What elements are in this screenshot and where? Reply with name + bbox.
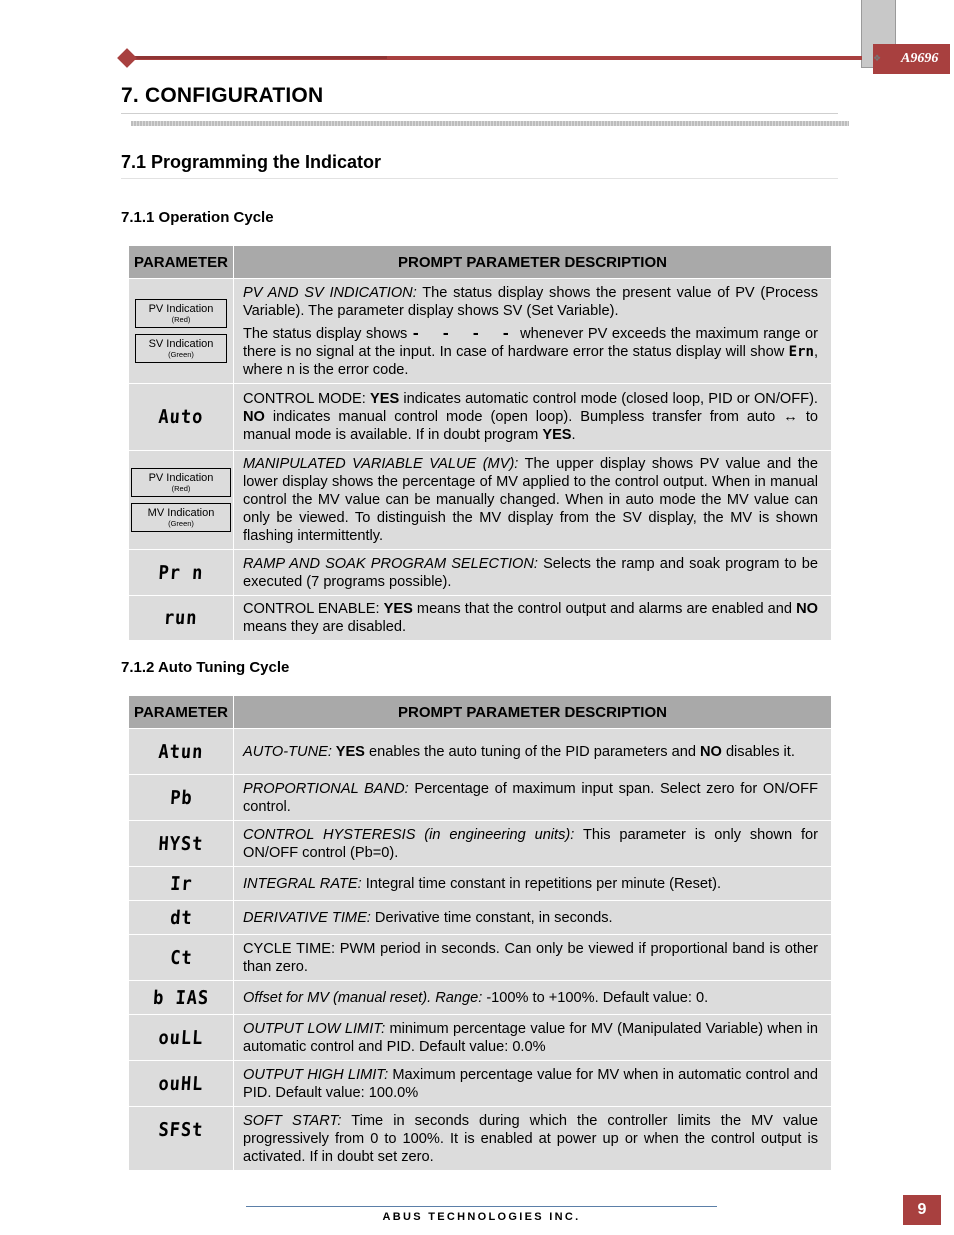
- desc-title: Offset for MV (manual reset). Range:: [243, 989, 483, 1006]
- operation-cycle-title: 7.1.1 Operation Cycle: [121, 209, 274, 226]
- description-cell: [234, 596, 832, 641]
- desc-text: CYCLE TIME: PWM period in seconds. Can only be viewed if proportional band is other than zero.: [243, 940, 818, 975]
- table-row: [129, 867, 832, 901]
- description-cell: [234, 1107, 832, 1171]
- desc-bold: NO: [243, 409, 265, 425]
- desc-title: PROPORTIONAL BAND:: [243, 780, 409, 797]
- pv-indicator-label: PV Indication: [148, 303, 214, 315]
- desc-text: This parameter is only shown for ON/OFF control (Pb=0).: [243, 826, 818, 861]
- desc-text: Time in seconds during which the controller limits the MV value progressively from 0 to 100%. It is enabled at power up or when the control output is activated. If in doubt set zero.: [243, 1112, 818, 1165]
- desc-bold: YES: [370, 391, 400, 407]
- prompt-display: run: [163, 607, 199, 629]
- description-cell: [234, 451, 832, 550]
- table-row: [129, 279, 832, 384]
- desc-text: Maximum percentage value for MV when in automatic control and PID. Default value: 100.0%: [243, 1066, 819, 1101]
- header-parameter: PARAMETER: [129, 246, 234, 279]
- desc-text: enables the auto tuning of the PID parameters and: [364, 743, 700, 760]
- mv-indicator-label: MV Indication: [147, 507, 215, 519]
- sv-indicator-box: [135, 334, 227, 363]
- pv-indicator-color: (Red): [171, 315, 191, 324]
- description-cell: [234, 729, 832, 775]
- desc-bold: NO: [700, 743, 722, 760]
- header-diamond-ornament: [117, 48, 137, 68]
- table-row: [129, 981, 832, 1015]
- desc-title: OUTPUT LOW LIMIT:: [243, 1020, 386, 1037]
- header-description: PROMPT PARAMETER DESCRIPTION: [234, 696, 832, 729]
- error-code-display: Ern: [788, 343, 814, 360]
- param-cell: [129, 550, 234, 596]
- prompt-display: Ir: [169, 872, 193, 895]
- sv-indicator-color: (Green): [168, 350, 194, 359]
- param-cell: [129, 981, 234, 1015]
- param-cell: [129, 901, 234, 935]
- subsection-title: 7.1 Programming the Indicator: [121, 152, 382, 172]
- desc-text: Derivative time constant, in seconds.: [370, 909, 613, 926]
- desc-title: MANIPULATED VARIABLE VALUE (MV):: [243, 456, 519, 472]
- param-cell: [129, 1107, 234, 1171]
- description-cell: [234, 901, 832, 935]
- description-cell: [234, 935, 832, 981]
- desc-text: , where n is the error code.: [243, 343, 818, 378]
- prompt-display: Atun: [157, 740, 205, 763]
- desc-text: CONTROL MODE:: [243, 391, 370, 407]
- mv-indicator-color: (Green): [168, 519, 194, 528]
- tab-mark-icon: ❖: [873, 53, 882, 63]
- desc-bold: YES: [542, 427, 572, 443]
- param-cell: [129, 821, 234, 867]
- desc-text: means they are disabled.: [243, 619, 407, 635]
- overrange-dashes: - - - -: [411, 324, 517, 342]
- operation-cycle-table: [128, 245, 832, 641]
- table-row: [129, 775, 832, 821]
- desc-text: -100% to +100%. Default value: 0.: [482, 989, 709, 1006]
- prompt-display: b IAS: [152, 986, 210, 1009]
- desc-text: Integral time constant in repetitions per minute (Reset).: [361, 875, 722, 892]
- desc-text: minimum percentage value for MV (Manipulated Variable) when in automatic control and PID. Default value: 0.0%: [243, 1020, 818, 1055]
- subsection-rule: [121, 178, 838, 179]
- table-row: [129, 1061, 832, 1107]
- param-cell: [129, 935, 234, 981]
- table-row: [129, 1107, 832, 1171]
- param-cell: [129, 867, 234, 901]
- desc-title: PV AND SV INDICATION:: [243, 284, 417, 301]
- auto-tuning-table: [128, 695, 832, 1171]
- param-cell: [129, 451, 234, 550]
- description-cell: [234, 279, 832, 384]
- param-cell: [129, 729, 234, 775]
- desc-text: .: [571, 427, 576, 443]
- section-bar: [131, 121, 849, 126]
- table-row: [129, 451, 832, 550]
- table-row: [129, 1015, 832, 1061]
- pv-indicator-box: [135, 299, 227, 328]
- section-title: 7. CONFIGURATION: [121, 84, 324, 107]
- prompt-display: HYSt: [157, 832, 205, 855]
- table-row: [129, 935, 832, 981]
- param-cell: [129, 384, 234, 451]
- table-header-row: [129, 696, 832, 729]
- prompt-display: SFSt: [157, 1119, 205, 1141]
- desc-title: RAMP AND SOAK PROGRAM SELECTION:: [243, 555, 538, 572]
- table-row: [129, 550, 832, 596]
- table-row: [129, 821, 832, 867]
- desc-text: Selects the ramp and soak program to be executed (7 programs possible).: [243, 555, 818, 590]
- desc-text: Percentage of maximum input span. Select zero for ON/OFF control.: [243, 780, 818, 815]
- desc-bold: YES: [331, 743, 365, 760]
- sv-indicator-label: SV Indication: [148, 338, 214, 350]
- pv-indicator-box: [131, 468, 231, 497]
- prompt-display: Auto: [157, 406, 205, 428]
- description-cell: [234, 550, 832, 596]
- description-cell: [234, 1015, 832, 1061]
- page-number: 9: [903, 1195, 941, 1225]
- desc-text: indicates automatic control mode (closed loop, PID or ON/OFF).: [399, 391, 818, 407]
- mv-indicator-box: [131, 503, 231, 532]
- desc-text: whenever PV exceeds the maximum range or there is no signal at the input. In case of hardware error the status display will show: [243, 325, 818, 360]
- desc-text: indicates manual control mode (open loop). Bumpless transfer from auto ↔ to manual mode is available. If in doubt program: [243, 409, 818, 443]
- header-parameter: PARAMETER: [129, 696, 234, 729]
- prompt-display: ouHL: [157, 1072, 205, 1095]
- header-description: PROMPT PARAMETER DESCRIPTION: [234, 246, 832, 279]
- desc-text: CONTROL ENABLE:: [243, 601, 384, 617]
- desc-title: DERIVATIVE TIME:: [243, 909, 371, 926]
- footer-company: ABUS TECHNOLOGIES INC.: [382, 1211, 581, 1223]
- auto-tuning-title: 7.1.2 Auto Tuning Cycle: [121, 659, 290, 676]
- document-code: A9696: [873, 44, 950, 74]
- table-row: [129, 729, 832, 775]
- desc-title: AUTO-TUNE:: [243, 743, 332, 760]
- desc-text: disables it.: [721, 743, 795, 760]
- desc-title: SOFT START:: [243, 1112, 342, 1129]
- prompt-display: ouLL: [157, 1026, 205, 1049]
- desc-text: means that the control output and alarms are enabled and: [412, 601, 797, 617]
- desc-text: The status display shows the present value of PV (Process Variable). The parameter display shows SV (Set Variable).: [243, 284, 818, 319]
- prompt-display: Ct: [169, 946, 193, 969]
- pv-indicator-label: PV Indication: [148, 472, 214, 484]
- table-header-row: [129, 246, 832, 279]
- desc-text: The upper display shows PV value and the lower display shows the percentage of MV applied to the control output. When in manual control the MV value can be manually changed. When in auto mode the MV value can only be viewed. To distinguish the MV display from the SV display, the MV is shown flashing intermittently.: [243, 456, 818, 544]
- header-rule-accent: [127, 56, 387, 59]
- param-cell: [129, 1015, 234, 1061]
- description-cell: [234, 981, 832, 1015]
- prompt-display: Pb: [169, 786, 193, 809]
- table-row: [129, 901, 832, 935]
- footer-rule: [246, 1206, 717, 1207]
- description-cell: [234, 384, 832, 451]
- desc-text: The status display shows: [243, 325, 408, 342]
- table-row: [129, 596, 832, 641]
- section-rule: [121, 113, 838, 114]
- desc-bold: YES: [383, 601, 413, 617]
- description-cell: [234, 867, 832, 901]
- desc-title: CONTROL HYSTERESIS (in engineering units):: [243, 826, 575, 843]
- description-cell: [234, 821, 832, 867]
- table-row: [129, 384, 832, 451]
- desc-title: INTEGRAL RATE:: [243, 875, 362, 892]
- desc-title: OUTPUT HIGH LIMIT:: [243, 1066, 389, 1083]
- description-cell: [234, 1061, 832, 1107]
- param-cell: [129, 279, 234, 384]
- param-cell: [129, 596, 234, 641]
- pv-indicator-color: (Red): [171, 484, 191, 493]
- param-cell: [129, 1061, 234, 1107]
- prompt-display: Pr n: [157, 561, 205, 584]
- desc-bold: NO: [796, 601, 818, 617]
- description-cell: [234, 775, 832, 821]
- param-cell: [129, 775, 234, 821]
- prompt-display: dt: [169, 906, 193, 929]
